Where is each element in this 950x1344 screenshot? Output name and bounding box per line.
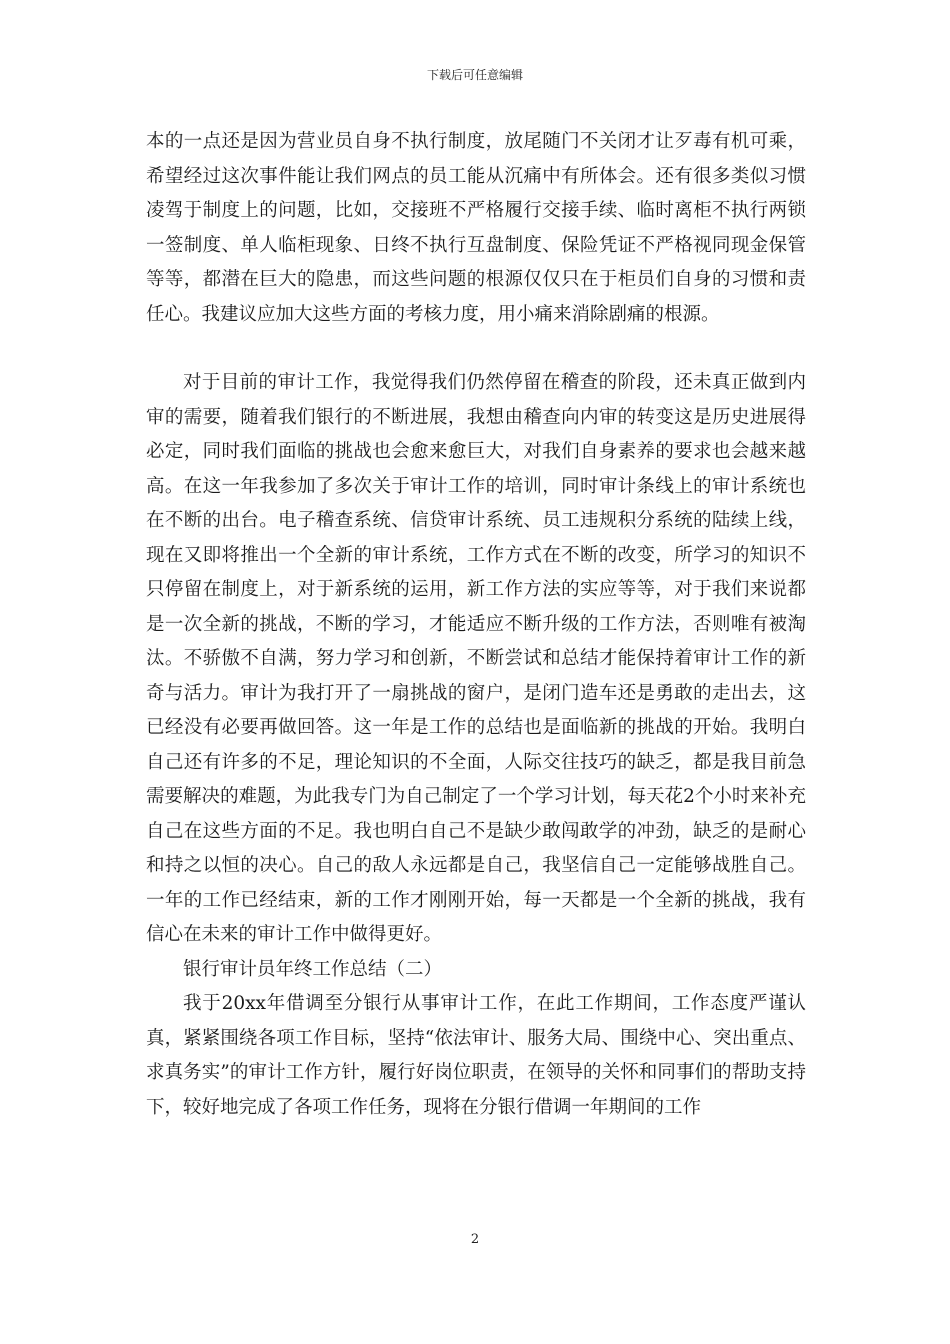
page-number: 2 <box>470 1232 480 1247</box>
page-header-note: 下载后可任意编辑 <box>426 68 523 82</box>
paragraph-2: 对于目前的审计工作，我觉得我们仍然停留在稽查的阶段，还未真正做到内审的需要，随着我们银行的不断进展，我想由稽查向内审的转变这是历史进展得必定，同时我们面临的挑战也会愈来愈巨大，对我们自身素养的要求也会越来越高。在这一年我参加了多次关于审计工作的培训，同时审计条线上的审计系统也在不断的出台。电子稽查系统、信贷审计系统、员工违规积分系统的陆续上线，现在又即将推出一个全新的审计系统，工作方式在不断的改变，所学习的知识不只停留在制度上，对于新系统的运用，新工作方法的实应等等，对于我们来说都是一次全新的挑战，不断的学习，才能适应不断升级的工作方法，否则唯有被淘汰。不骄傲不自满，努力学习和创新，不断尝试和总结才能保持着审计工作的新奇与活力。审计为我打开了一扇挑战的窗户，是闭门造车还是勇敢的走出去，这已经没有必要再做回答。这一年是工作的总结也是面临新的挑战的开始。我明白自己还有许多的不足，理论知识的不全面，人际交往技巧的缺乏，都是我目前急需要解决的难题，为此我专门为自己制定了一个学习计划，每天花2个小时来补充自己在这些方面的不足。我也明白自己不是缺少敢闯敢学的冲劲，缺乏的是耐心和持之以恒的决心。自己的敌人永远都是自己，我坚信自己一定能够战胜自己。一年的工作已经结束，新的工作才刚刚开始，每一天都是一个全新的挑战，我有信心在未来的审计工作中做得更好。 <box>146 372 806 945</box>
paragraph-1: 本的一点还是因为营业员自身不执行制度，放尾随门不关闭才让歹毒有机可乘，希望经过这次事件能让我们网点的员工能从沉痛中有所体会。还有很多类似习惯凌驾于制度上的问题，比如，交接班不严格履行交接手续、临时离柜不执行两锁一签制度、单人临柜现象、日终不执行互盘制度、保险凭证不严格视同现金保管等等，都潜在巨大的隐患，而这些问题的根源仅仅只在于柜员们自身的习惯和责任心。我建议应加大这些方面的考核力度，用小痛来消除剧痛的根源。 <box>146 131 806 325</box>
paragraph-spacer <box>146 332 806 366</box>
document-body <box>146 125 806 1125</box>
section-heading: 银行审计员年终工作总结（二） <box>183 958 443 980</box>
paragraph-3: 我于20xx年借调至分银行从事审计工作，在此工作期间，工作态度严谨认真，紧紧围绕各项工作目标，坚持“依法审计、服务大局、围绕中心、突出重点、求真务实”的审计工作方针，履行好岗位职责，在领导的关怀和同事们的帮助支持下，较好地完成了各项工作任务，现将在分银行借调一年期间的工作 <box>146 993 806 1118</box>
